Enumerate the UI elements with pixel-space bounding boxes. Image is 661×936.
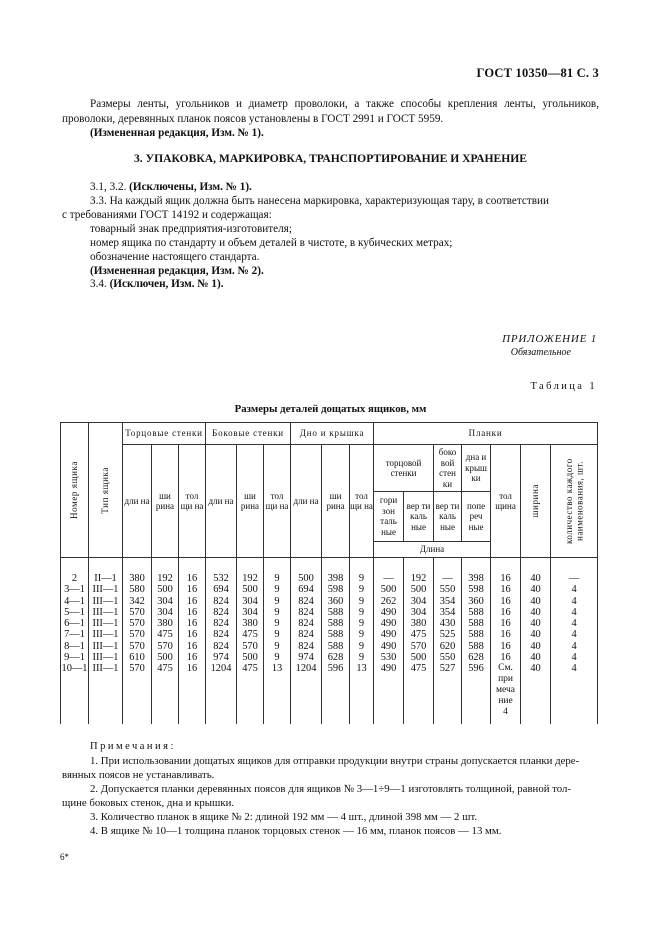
table-cell: 500	[237, 652, 264, 663]
table-cell: 192	[152, 558, 179, 585]
col-side-thickness: тол щи на	[264, 445, 291, 558]
table-cell: 490	[374, 607, 404, 618]
table-cell: 16	[491, 641, 521, 652]
table-cell: 610	[123, 652, 152, 663]
table-cell: 570	[123, 629, 152, 640]
table-cell: 598	[462, 584, 491, 595]
table-cell: 9	[264, 629, 291, 640]
clause-3-3-amendment: (Измененная редакция, Изм. № 2).	[90, 265, 264, 277]
table-cell: 16	[179, 607, 206, 618]
table-cell: 475	[237, 629, 264, 640]
marking-item-2: номер ящика по стандарту и объем деталей в чистоте, в кубических метрах;	[90, 237, 453, 249]
table-cell: 490	[374, 629, 404, 640]
group-bottom-planks: дна и крыш ки	[462, 445, 491, 492]
table-cell: 192	[237, 558, 264, 585]
col-end-length: дли на	[123, 445, 152, 558]
group-end-wall-planks: торцовой стенки	[374, 445, 434, 492]
table-cell: 9	[350, 641, 374, 652]
table-cell: 694	[291, 584, 322, 595]
table-cell: 13	[264, 663, 291, 724]
group-side-wall-planks: боко вой стен ки	[434, 445, 462, 492]
table-cell: 824	[206, 641, 237, 652]
table-row	[61, 607, 598, 618]
col-bottom-width: ши рина	[322, 445, 350, 558]
table-cell: 398	[322, 558, 350, 585]
table-cell: 380	[404, 618, 434, 629]
table-cell: 4	[551, 629, 598, 640]
appendix-subtitle: Обязательное	[510, 347, 571, 358]
section-title: 3. УПАКОВКА, МАРКИРОВКА, ТРАНСПОРТИРОВАНИЕ И ХРАНЕНИЕ	[133, 152, 528, 165]
table-cell: 628	[322, 652, 350, 663]
table-cell: 40	[521, 641, 551, 652]
col-box-number: Номер ящика	[61, 423, 89, 558]
table-cell: 380	[123, 558, 152, 585]
table-cell: 490	[374, 618, 404, 629]
table-row	[61, 663, 598, 724]
table-cell: 596	[322, 663, 350, 724]
table-label: Таблица 1	[530, 381, 597, 392]
table-cell: III—1	[89, 652, 123, 663]
table-cell: 16	[491, 584, 521, 595]
group-bottom-lid: Дно и крышка	[291, 423, 374, 445]
table-cell: 596	[462, 663, 491, 724]
table-cell: 974	[291, 652, 322, 663]
table-cell: 9	[350, 558, 374, 585]
col-end-thickness: тол щи на	[179, 445, 206, 558]
table-cell: 16	[179, 652, 206, 663]
table-row	[61, 596, 598, 607]
table-cell: 354	[434, 607, 462, 618]
table-cell: 628	[462, 652, 491, 663]
group-end-walls: Торцовые стенки	[123, 423, 206, 445]
table-cell: 588	[322, 607, 350, 618]
table-cell: 6—1	[61, 618, 89, 629]
table-cell: 4	[551, 663, 598, 724]
table-cell: 824	[206, 607, 237, 618]
table-cell: 9	[350, 607, 374, 618]
table-cell: 380	[152, 618, 179, 629]
table-cell: 16	[491, 652, 521, 663]
clause-3-4	[90, 277, 599, 292]
col-plank-width: ширина	[521, 445, 551, 558]
table-cell: 16	[179, 641, 206, 652]
table-title: Размеры деталей дощатых ящиков, мм	[234, 403, 427, 415]
table-cell: 500	[291, 558, 322, 585]
table-cell: 824	[206, 629, 237, 640]
note-3: 3. Количество планок в ящике № 2: длиной 192 мм — 4 шт., длиной 398 мм — 2 шт.	[90, 811, 478, 823]
table-cell: 4—1	[61, 596, 89, 607]
table-cell: 40	[521, 618, 551, 629]
table-cell: 304	[237, 596, 264, 607]
table-cell: 40	[521, 652, 551, 663]
col-bottom-length: дли на	[291, 445, 322, 558]
group-planks: Планки	[374, 423, 598, 445]
table-cell: 9	[264, 618, 291, 629]
table-cell: 16	[491, 558, 521, 585]
note-2-line2: щине боковых стенок, дна и крышки.	[62, 797, 235, 809]
table-cell: 9	[264, 558, 291, 585]
table-cell: 9	[350, 629, 374, 640]
table-cell: 570	[123, 641, 152, 652]
table-cell: —	[374, 558, 404, 585]
table-cell: 570	[152, 641, 179, 652]
table-cell: 4	[551, 584, 598, 595]
table-cell: 16	[179, 558, 206, 585]
table-cell: 570	[123, 607, 152, 618]
col-bottom-thickness: тол щи на	[350, 445, 374, 558]
table-cell: 475	[404, 629, 434, 640]
note-4: 4. В ящике № 10—1 толщина планок торцовых стенок — 16 мм, планок поясов — 13 мм.	[90, 825, 502, 837]
table-cell: 3—1	[61, 584, 89, 595]
table-cell: 16	[179, 629, 206, 640]
clause-number: 3.4.	[90, 278, 107, 290]
table-cell: 4	[551, 596, 598, 607]
table-cell: 304	[152, 607, 179, 618]
table-cell: 588	[462, 641, 491, 652]
marking-item-1: товарный знак предприятия-изготовителя;	[90, 223, 292, 235]
note-2-line1: 2. Допускается планки деревянных поясов для ящиков № 3—1÷9—1 изготовлять толщиной, равной тол-	[90, 783, 572, 795]
table-cell: 40	[521, 663, 551, 724]
table-cell: 16	[491, 607, 521, 618]
table-cell: 4	[551, 652, 598, 663]
table-cell: III—1	[89, 607, 123, 618]
table-cell: 475	[152, 663, 179, 724]
table-cell: 8—1	[61, 641, 89, 652]
table-cell: 570	[237, 641, 264, 652]
table-row	[61, 584, 598, 595]
note-1-line1: 1. При использовании дощатых ящиков для отправки продукции внутри страны допускается планки дере-	[90, 755, 580, 767]
note-1-line2: вянных поясов не устанавливать.	[62, 769, 215, 781]
table-cell: 570	[404, 641, 434, 652]
table-cell: 500	[404, 584, 434, 595]
table-cell: 7—1	[61, 629, 89, 640]
col-end-width: ши рина	[152, 445, 179, 558]
marking-item-3: обозначение настоящего стандарта.	[90, 251, 260, 263]
col-side-width: ши рина	[237, 445, 264, 558]
table-cell: II—1	[89, 558, 123, 585]
intro-paragraph: Размеры ленты, угольников и диаметр проволоки, а также способы крепления ленты, угольников, проволоки, деревянных планок поясов установлены в ГОСТ 2991 и ГОСТ 5959.	[62, 98, 599, 125]
table-cell: 9	[350, 596, 374, 607]
col-plank-thickness: тол щина	[491, 445, 521, 558]
table-cell: 824	[291, 641, 322, 652]
table-cell: 360	[462, 596, 491, 607]
table-cell: 500	[237, 584, 264, 595]
table-cell: 475	[404, 663, 434, 724]
table-cell: 16	[491, 618, 521, 629]
table-cell: 9	[264, 596, 291, 607]
table-cell: 525	[434, 629, 462, 640]
table-cell: 9	[264, 607, 291, 618]
table-cell: 588	[462, 629, 491, 640]
table-row	[61, 618, 598, 629]
table-cell: III—1	[89, 641, 123, 652]
table-cell: 598	[322, 584, 350, 595]
table-cell: 13	[350, 663, 374, 724]
table-cell: 304	[152, 596, 179, 607]
table-cell: 9	[264, 652, 291, 663]
table-cell: 16	[179, 584, 206, 595]
col-horizontal: гори зон таль ные	[374, 492, 404, 541]
table-cell: 40	[521, 607, 551, 618]
col-vertical: вер ти каль ные	[404, 492, 434, 541]
table-cell: 5—1	[61, 607, 89, 618]
table-cell: 16	[179, 663, 206, 724]
table-cell: 360	[322, 596, 350, 607]
table-cell: 500	[404, 652, 434, 663]
table-cell: 40	[521, 629, 551, 640]
table-cell: 694	[206, 584, 237, 595]
table-cell: 9	[264, 641, 291, 652]
table-cell: 824	[206, 596, 237, 607]
table-cell: 500	[152, 584, 179, 595]
page-footer: 6*	[60, 852, 69, 862]
table-cell: 16	[491, 596, 521, 607]
table-cell: —	[434, 558, 462, 585]
clause-3-3-line2: с требованиями ГОСТ 14192 и содержащая:	[62, 209, 272, 221]
table-cell: 398	[462, 558, 491, 585]
table-cell: 490	[374, 663, 404, 724]
clause-status: (Исключены, Изм. № 1).	[129, 181, 252, 193]
table-cell: 192	[404, 558, 434, 585]
table-cell: 824	[291, 618, 322, 629]
box-parts-table	[60, 422, 598, 724]
table-cell: 2	[61, 558, 89, 585]
table-cell: 500	[152, 652, 179, 663]
table-cell: III—1	[89, 596, 123, 607]
table-cell: 550	[434, 584, 462, 595]
clause-status: (Исключен, Изм. № 1).	[109, 278, 224, 290]
table-cell: 570	[123, 618, 152, 629]
table-cell: 10—1	[61, 663, 89, 724]
table-cell: 9—1	[61, 652, 89, 663]
table-cell: 570	[123, 663, 152, 724]
table-cell: 4	[551, 641, 598, 652]
table-cell: 9	[350, 618, 374, 629]
table-cell: 824	[206, 618, 237, 629]
table-cell: 580	[123, 584, 152, 595]
table-cell: 527	[434, 663, 462, 724]
table-cell: 620	[434, 641, 462, 652]
page-header: ГОСТ 10350—81 С. 3	[476, 66, 599, 80]
table-cell: 304	[237, 607, 264, 618]
col-transverse: попе реч ные	[462, 492, 491, 541]
table-cell: 824	[291, 596, 322, 607]
table-cell: 475	[152, 629, 179, 640]
table-row	[61, 558, 598, 585]
table-cell: 974	[206, 652, 237, 663]
table-cell: 16	[179, 596, 206, 607]
table-row	[61, 641, 598, 652]
table-cell: 4	[551, 607, 598, 618]
table-cell: 1204	[206, 663, 237, 724]
table-cell: 16	[179, 618, 206, 629]
table-cell: 588	[462, 607, 491, 618]
table-cell: 9	[350, 652, 374, 663]
appendix-title: ПРИЛОЖЕНИЕ 1	[502, 333, 597, 345]
col-box-type: Тип ящика	[89, 423, 123, 558]
clause-3-1	[90, 180, 599, 195]
table-cell: 304	[404, 607, 434, 618]
table-cell: III—1	[89, 584, 123, 595]
table-cell: 824	[291, 629, 322, 640]
intro-amendment: (Измененная редакция, Изм. № 1).	[90, 127, 264, 139]
table-cell: 262	[374, 596, 404, 607]
clause-3-3-line1: 3.3. На каждый ящик должна быть нанесена маркировка, характеризующая тару, в соответствии	[90, 195, 549, 207]
table-cell: 532	[206, 558, 237, 585]
table-body	[61, 558, 598, 725]
table-cell: 40	[521, 596, 551, 607]
table-cell: 588	[322, 641, 350, 652]
table-cell: 380	[237, 618, 264, 629]
table-cell: 4	[551, 618, 598, 629]
table-cell: 824	[291, 607, 322, 618]
table-cell: 1204	[291, 663, 322, 724]
table-cell: 500	[374, 584, 404, 595]
table-cell: См. при меча ние 4	[491, 663, 521, 724]
table-cell: III—1	[89, 618, 123, 629]
table-cell: 40	[521, 558, 551, 585]
table-row	[61, 629, 598, 640]
table-cell: 9	[350, 584, 374, 595]
table-cell: 304	[404, 596, 434, 607]
table-cell: 550	[434, 652, 462, 663]
table-cell: 588	[462, 618, 491, 629]
table-cell: 588	[322, 618, 350, 629]
table-cell: 354	[434, 596, 462, 607]
table-cell: 16	[491, 629, 521, 640]
table-cell: 588	[322, 629, 350, 640]
clause-number: 3.1, 3.2.	[90, 181, 127, 193]
table-cell: 530	[374, 652, 404, 663]
table-cell: 490	[374, 641, 404, 652]
table-row	[61, 652, 598, 663]
table-cell: 430	[434, 618, 462, 629]
notes-heading: Примечания:	[90, 741, 176, 752]
table-cell: 40	[521, 584, 551, 595]
col-vertical-side: вер ти каль ные	[434, 492, 462, 541]
table-cell: 475	[237, 663, 264, 724]
table-cell: III—1	[89, 629, 123, 640]
table-cell: —	[551, 558, 598, 585]
table-cell: 342	[123, 596, 152, 607]
table-cell: III—1	[89, 663, 123, 724]
table-cell: 9	[264, 584, 291, 595]
col-plank-count: количество каждого наименования, шт.	[551, 445, 598, 558]
group-side-walls: Боковые стенки	[206, 423, 291, 445]
col-side-length: дли на	[206, 445, 237, 558]
col-group-length: Длина	[374, 541, 491, 557]
